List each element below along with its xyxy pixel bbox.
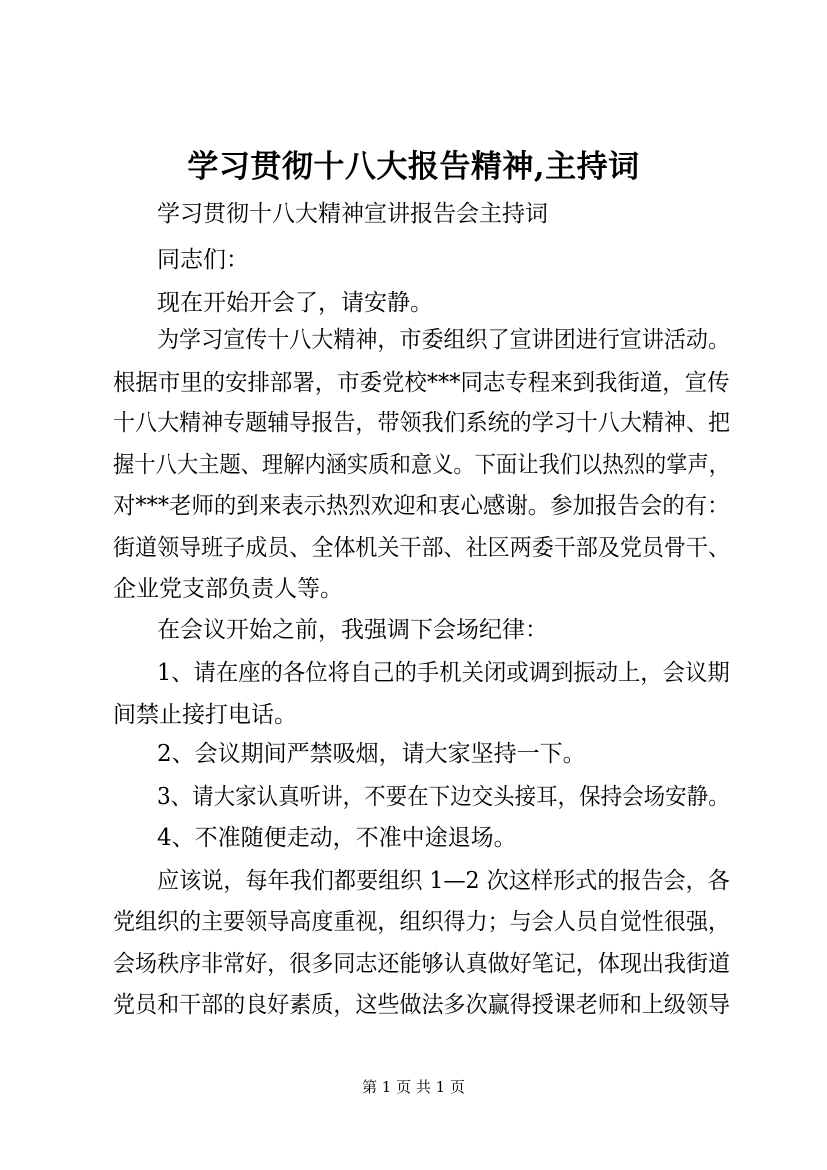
body-line: 会场秩序非常好，很多同志还能够认真做好笔记，体现出我街道 <box>113 951 731 977</box>
page-footer: 第 1 页 共 1 页 <box>362 1078 465 1096</box>
body-line: 根据市里的安排部署，市委党校***同志专程来到我街道，宣传 <box>113 370 730 396</box>
body-line: 党组织的主要领导高度重视，组织得力；与会人员自觉性很强， <box>113 909 731 935</box>
body-line: 十八大精神专题辅导报告，带领我们系统的学习十八大精神、把 <box>113 410 731 436</box>
body-line: 4、不准随便走动，不准中途退场。 <box>157 825 517 851</box>
body-line: 2、会议期间严禁吸烟，请大家坚持一下。 <box>157 741 586 767</box>
body-line: 党员和干部的良好素质，这些做法多次赢得授课老师和上级领导 <box>113 992 731 1018</box>
body-line: 企业党支部负责人等。 <box>113 576 343 602</box>
body-line: 为学习宣传十八大精神，市委组织了宣讲团进行宣讲活动。 <box>157 327 731 353</box>
document-title: 学习贯彻十八大报告精神,主持词 <box>187 149 640 185</box>
body-line: 街道领导班子成员、全体机关干部、社区两委干部及党员骨干、 <box>113 535 731 561</box>
body-line: 握十八大主题、理解内涵实质和意义。下面让我们以热烈的掌声， <box>113 452 730 478</box>
body-line: 在会议开始之前，我强调下会场纪律： <box>157 617 548 643</box>
body-line: 3、请大家认真听讲，不要在下边交头接耳，保持会场安静。 <box>157 784 730 810</box>
body-line-salutation: 同志们： <box>157 247 249 273</box>
body-line: 间禁止接打电话。 <box>113 702 297 728</box>
body-line-subtitle: 学习贯彻十八大精神宣讲报告会主持词 <box>157 201 548 227</box>
body-line: 1、请在座的各位将自己的手机关闭或调到振动上，会议期 <box>157 660 730 686</box>
body-line: 对***老师的到来表示热烈欢迎和衷心感谢。参加报告会的有： <box>113 493 730 519</box>
body-line: 应该说，每年我们都要组织 1—2 次这样形式的报告会，各 <box>157 868 730 894</box>
body-line: 现在开始开会了，请安静。 <box>157 290 433 316</box>
